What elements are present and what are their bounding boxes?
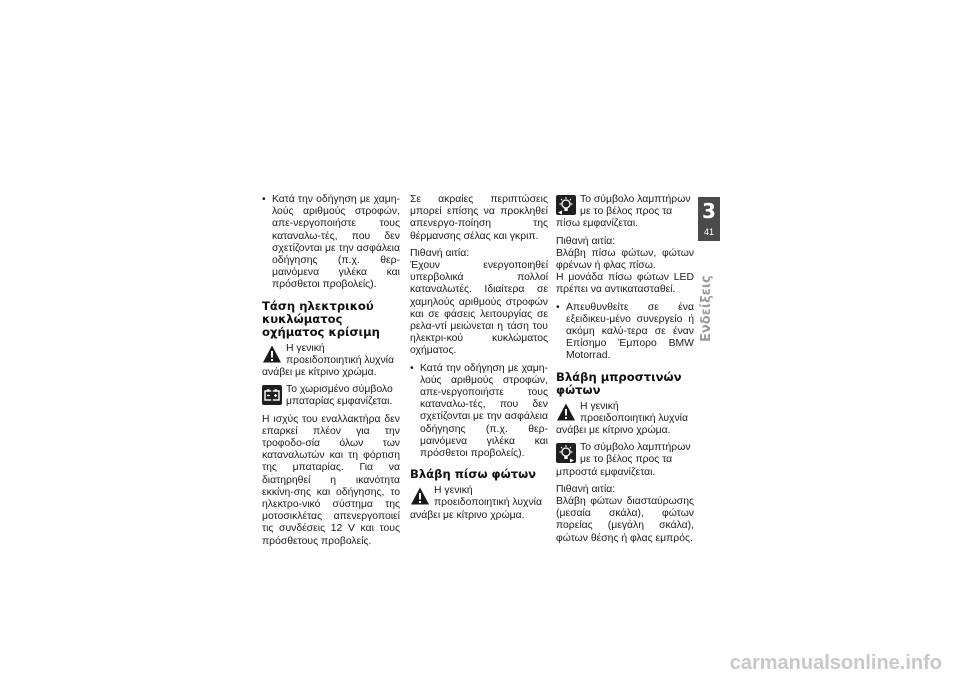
bullet-item: • Κατά την οδήγηση με χαμη-λούς αριθμούς στροφών, απε-νεργοποιήστε τους καταναλω-τές, που δεν σχετίζονται με την ασφάλεια οδήγησης (π.χ. θερ-μαινόμενα γιλέκα και πρόσθετοι προβολείς). <box>262 194 400 292</box>
warning-text: Η γενική προειδοποιητική λυχνία ανάβει με κίτρινο χρώμα. <box>410 485 542 521</box>
warning-triangle-icon <box>410 486 430 506</box>
paragraph: Η μονάδα πίσω φώτων LED πρέπει να αντικατασταθεί. <box>556 272 694 296</box>
chapter-number: 3 <box>702 199 716 223</box>
column-1 <box>262 194 400 553</box>
column-2 <box>410 194 548 527</box>
paragraph: Βλάβη πίσω φώτων, φώτων φρένων ή φλας πίσω. <box>556 247 694 272</box>
bulb-rear-row <box>556 194 694 231</box>
warning-row <box>262 343 400 380</box>
paragraph: Σε ακραίες περιπτώσεις μπορεί επίσης να προκληθεί απενεργο-ποίηση της θέρμανσης σέλας και γκριπ. <box>410 194 548 242</box>
warning-triangle-icon <box>556 402 576 422</box>
section-heading-front-lights: Βλάβη μπροστινών φώτων <box>556 369 682 397</box>
warning-text: Η γενική προειδοποιητική λυχνία ανάβει με κίτρινο χρώμα. <box>262 342 394 379</box>
paragraph: Έχουν ενεργοποιηθεί υπερβολικά πολλοί καταναλωτές. Ιδιαίτερα σε χαμηλούς αριθμούς στροφών και σε φάσεις λειτουργίας σε ρελα-ντί μειώνεται η τάση του ηλεκτρι-κού κυκλώματος οχήματος. <box>410 260 548 357</box>
bulb-front-text: Το σύμβολο λαμπτήρων με το βέλος προς τα μπροστά εμφανίζεται. <box>556 442 691 478</box>
chapter-title: Ενδείξεις <box>699 275 714 342</box>
bulb-front-row <box>556 442 694 479</box>
warning-text: Η γενική προειδοποιητική λυχνία ανάβει με κίτρινο χρώμα. <box>556 400 688 437</box>
section-heading-rear-lights: Βλάβη πίσω φώτων <box>410 467 537 482</box>
bulb-rear-text: Το σύμβολο λαμπτήρων με το βέλος προς τα πίσω εμφανίζεται. <box>556 194 691 230</box>
cause-label: Πιθανή αιτία: <box>556 483 616 495</box>
warning-triangle-icon <box>262 344 282 364</box>
cause-label: Πιθανή αιτία: <box>556 235 616 247</box>
bulb-arrow-front-icon <box>556 443 576 463</box>
warning-row <box>556 401 694 438</box>
bullet-item: • Απευθυνθείτε σε ένα εξειδικευ-μένο συνεργείο ή ακόμη καλύ-τερα σε έναν Επίσημο Έμπορο BMW Motorrad. <box>556 302 694 363</box>
cause-label: Πιθανή αιτία: <box>410 247 470 259</box>
section-heading-voltage: Τάση ηλεκτρικού κυκλώματος οχήματος κρίσιμη <box>262 298 380 339</box>
column-3 <box>556 194 694 550</box>
watermark: carmanualsonline.info <box>729 652 942 674</box>
page-number: 41 <box>703 227 714 237</box>
paragraph: Η ισχύς του εναλλακτήρα δεν επαρκεί πλέον για την τροφοδο-σία όλων των καταναλωτών και τη φόρτιση της μπαταρίας. Για να διατηρηθεί η ικανότητα εκκίνη-σης και οδήγησης, το ηλεκτρο-νικό σύστημα της μοτοσικλέτας απενεργοποιεί τις συνδέσεις 12 V και τους πρόσθετους προβολείς. <box>262 413 400 547</box>
paragraph: Βλάβη φώτων διασταύρωσης (μεσαία σκάλα), φώτων πορείας (μεγάλη σκάλα), φώτων θέσης ή φλας εμπρός. <box>556 496 694 544</box>
bullet-item: • Κατά την οδήγηση με χαμη-λούς αριθμούς στροφών, απε-νεργοποιήστε τους καταναλω-τές, που δεν σχετίζονται με την ασφάλεια οδήγησης (π.χ. θερ-μαινόμενα γιλέκα και πρόσθετοι προβολείς). <box>410 363 548 461</box>
battery-row <box>262 384 400 408</box>
bulb-arrow-rear-icon <box>556 195 576 215</box>
chapter-marker <box>698 197 720 241</box>
warning-row <box>410 485 548 522</box>
battery-symbol-text: Το χωρισμένο σύμβολο μπαταρίας εμφανίζεται. <box>286 384 393 408</box>
battery-split-icon <box>262 385 282 405</box>
